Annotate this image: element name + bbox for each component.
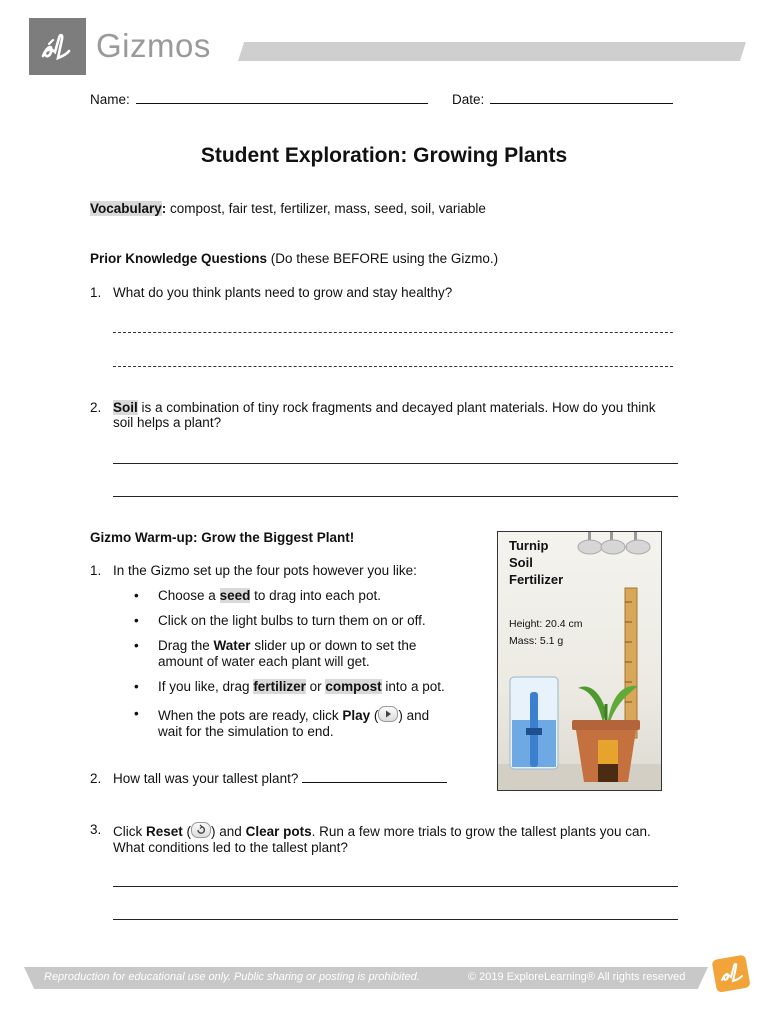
compost-term: compost: [325, 679, 382, 694]
name-field[interactable]: [90, 92, 428, 107]
date-line[interactable]: [490, 103, 673, 104]
answer-line[interactable]: [113, 496, 678, 497]
figure-height: Height: 20.4 cm: [509, 618, 583, 630]
name-label: Name:: [90, 92, 130, 107]
figure-label-fertilizer: Fertilizer: [509, 572, 564, 587]
prior-q2-body-2: soil helps a plant?: [113, 415, 222, 430]
logo-icon: [29, 18, 86, 75]
bullet-dot: •: [134, 588, 139, 603]
q3-text: What conditions led to the tallest plant?: [113, 840, 348, 855]
warmup-q2-body: How tall was your tallest plant?: [113, 771, 299, 786]
prior-q2-body: is a combination of tiny rock fragments and decayed plant materials. How do you think: [141, 400, 656, 415]
play-icon[interactable]: [378, 706, 398, 722]
figure-label-soil: Soil: [509, 555, 533, 570]
warmup-heading-text: Gizmo Warm-up: Grow the Biggest Plant!: [90, 530, 355, 545]
bullet-text: or: [309, 679, 322, 694]
q3-text: . Run a few more trials to grow the tallest plants you can.: [311, 824, 651, 839]
bullet-text: slider up or down to set the: [254, 638, 417, 653]
warmup-q2-text: [113, 771, 447, 786]
answer-line[interactable]: [113, 463, 678, 464]
reset-term: Reset: [146, 824, 183, 839]
bullet-text: Choose a: [158, 588, 216, 603]
explorelearning-logo: [29, 18, 86, 75]
bullet-text: When the pots are ready, click: [158, 708, 339, 723]
prior-heading: [90, 251, 498, 266]
warmup-q3-text: Click Reset ( ) and Clear pots. Run a few more trials to grow the tallest plants you can. What conditions led to the tallest plant?: [113, 824, 651, 855]
vocabulary-colon: :: [161, 201, 167, 216]
light-bulb-icon: [578, 532, 650, 554]
warmup-q2-num: 2.: [90, 771, 102, 786]
play-term: Play: [342, 708, 371, 723]
prior-heading-text: Prior Knowledge Questions: [90, 251, 268, 266]
answer-line[interactable]: [113, 886, 678, 887]
bullet-text: If you like, drag: [158, 679, 250, 694]
bullet-item: [134, 613, 426, 628]
bullet-item: [134, 679, 445, 694]
bullet-item: [134, 638, 417, 670]
warmup-q1-num: 1.: [90, 563, 102, 578]
warmup-q1-text: In the Gizmo set up the four pots however you like:: [113, 563, 417, 578]
bullet-text: Drag the: [158, 638, 210, 653]
bullet-item: [134, 588, 381, 603]
vocabulary-terms: compost, fair test, fertilizer, mass, seed, soil, variable: [170, 201, 486, 216]
vocabulary-label: Vocabulary: [90, 201, 162, 216]
explorelearning-icon: [712, 953, 752, 993]
bullet-dot: •: [134, 638, 139, 653]
header-bar: [238, 42, 746, 61]
prior-q1-text: What do you think plants need to grow and stay healthy?: [113, 285, 453, 300]
gizmo-screenshot: [497, 531, 662, 791]
bullet-text: amount of water each plant will get.: [158, 654, 370, 669]
water-term: Water: [213, 638, 251, 653]
prior-q2-text: [113, 400, 683, 430]
footer-notice: Reproduction for educational use only. Public sharing or posting is prohibited.: [44, 971, 420, 983]
bullet-text: ) and: [398, 708, 430, 723]
warmup-heading: [90, 530, 354, 545]
date-field[interactable]: [452, 92, 673, 107]
clear-pots-term: Clear pots: [245, 824, 312, 839]
q3-text: ) and: [211, 824, 242, 839]
soil-term: Soil: [113, 400, 138, 415]
figure-label-turnip: Turnip: [509, 538, 549, 553]
bullet-text: wait for the simulation to end.: [158, 724, 334, 739]
reset-icon[interactable]: [191, 822, 211, 838]
footer-logo: [712, 953, 752, 993]
vocabulary-line: [90, 201, 486, 216]
bullet-text: to drag into each pot.: [254, 588, 381, 603]
prior-note: (Do these BEFORE using the Gizmo.): [270, 251, 499, 266]
figure-mass: Mass: 5.1 g: [509, 635, 564, 647]
q3-text: Click: [113, 824, 143, 839]
fertilizer-term: fertilizer: [253, 679, 306, 694]
bullet-dot: •: [134, 706, 139, 721]
page-title: Student Exploration: Growing Plants: [200, 144, 568, 167]
seed-term: seed: [219, 588, 251, 603]
bullet-text: into a pot.: [385, 679, 445, 694]
tallest-plant-answer[interactable]: [302, 782, 447, 783]
bullet-dot: •: [134, 613, 139, 628]
date-label: Date:: [452, 92, 485, 107]
bullet-dot: •: [134, 679, 139, 694]
bullet-text: Click on the light bulbs to turn them on or off.: [158, 613, 426, 628]
prior-q2-num: 2.: [90, 400, 102, 415]
answer-line[interactable]: [113, 919, 678, 920]
warmup-q3-num: 3.: [90, 822, 102, 837]
bullet-item: • When the pots are ready, click Play ( ) and wait for the simulation to end.: [134, 706, 430, 739]
name-line[interactable]: [136, 103, 428, 104]
answer-line[interactable]: [113, 332, 673, 333]
brand-title: Gizmos: [96, 27, 211, 64]
answer-line[interactable]: [113, 366, 673, 367]
footer-copyright: © 2019 ExploreLearning® All rights reserved: [468, 971, 686, 983]
prior-q1-num: 1.: [90, 285, 102, 300]
